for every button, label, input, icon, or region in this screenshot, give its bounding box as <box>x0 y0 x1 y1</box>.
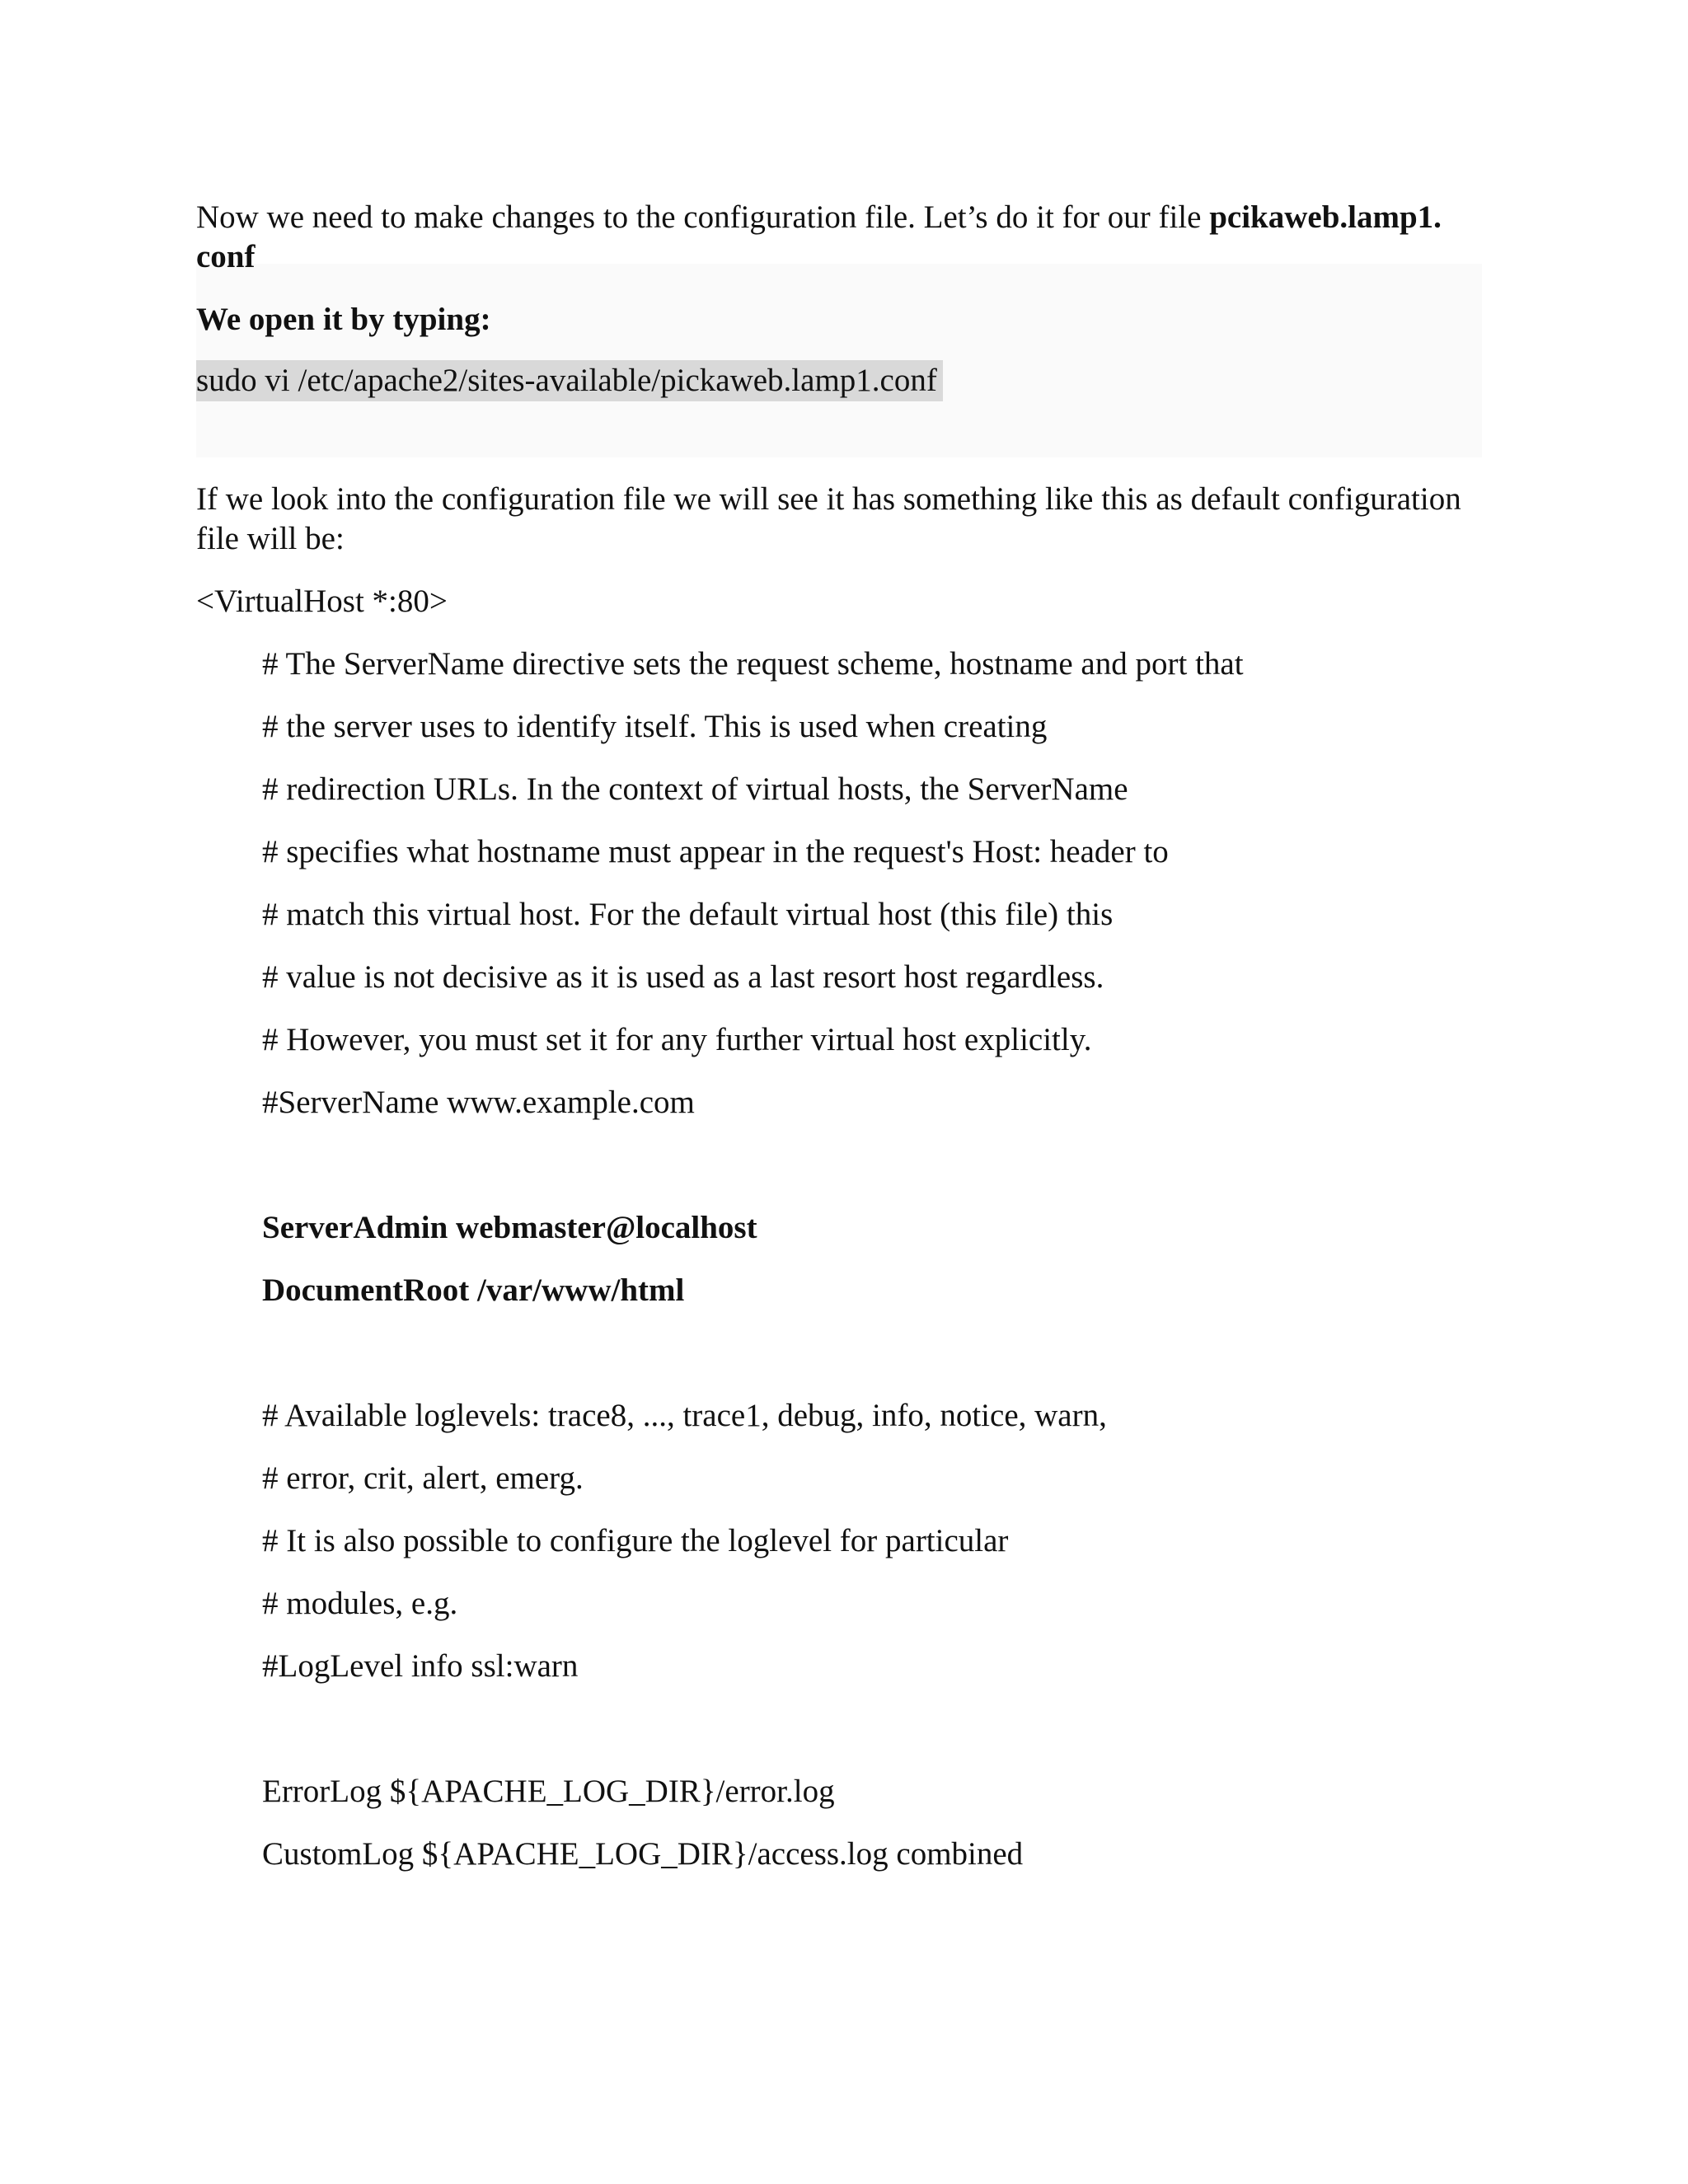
open-heading: We open it by typing: <box>196 302 491 337</box>
server-admin-line: ServerAdmin webmaster@localhost <box>262 1210 757 1245</box>
config-comment: # error, crit, alert, emerg. <box>262 1460 584 1496</box>
custom-log-line: CustomLog ${APACHE_LOG_DIR}/access.log combined <box>262 1836 1024 1872</box>
para2-line2: file will be: <box>196 521 345 556</box>
intro-paragraph <box>196 198 1482 237</box>
config-comment: # value is not decisive as it is used as a last resort host regardless. <box>262 959 1104 995</box>
config-comment: # match this virtual host. For the default virtual host (this file) this <box>262 897 1114 932</box>
filename-part1: pcikaweb.lamp1. <box>1209 199 1442 235</box>
config-comment: # redirection URLs. In the context of virtual hosts, the ServerName <box>262 771 1128 807</box>
config-comment: # However, you must set it for any further virtual host explicitly. <box>262 1022 1092 1057</box>
command-line: sudo vi /etc/apache2/sites-available/pickaweb.lamp1.conf <box>196 363 937 398</box>
config-comment: # Available loglevels: trace8, ..., trace1, debug, info, notice, warn, <box>262 1398 1107 1433</box>
document-root-line: DocumentRoot /var/www/html <box>262 1272 685 1308</box>
config-comment: #ServerName www.example.com <box>262 1085 695 1120</box>
config-comment: # It is also possible to configure the loglevel for particular <box>262 1523 1009 1558</box>
config-comment: # the server uses to identify itself. This is used when creating <box>262 709 1048 744</box>
intro-text: Now we need to make changes to the configuration file. Let’s do it for our file <box>196 199 1210 235</box>
config-comment: #LogLevel info ssl:warn <box>262 1648 579 1684</box>
para2-line1: If we look into the configuration file we will see it has something like this as default configuration <box>196 481 1461 517</box>
filename-part2: conf <box>196 239 256 274</box>
error-log-line: ErrorLog ${APACHE_LOG_DIR}/error.log <box>262 1774 835 1809</box>
config-comment: # The ServerName directive sets the request scheme, hostname and port that <box>262 646 1244 682</box>
config-comment: # modules, e.g. <box>262 1586 458 1621</box>
config-comment: # specifies what hostname must appear in the request's Host: header to <box>262 834 1169 869</box>
virtualhost-open: <VirtualHost *:80> <box>196 583 448 619</box>
